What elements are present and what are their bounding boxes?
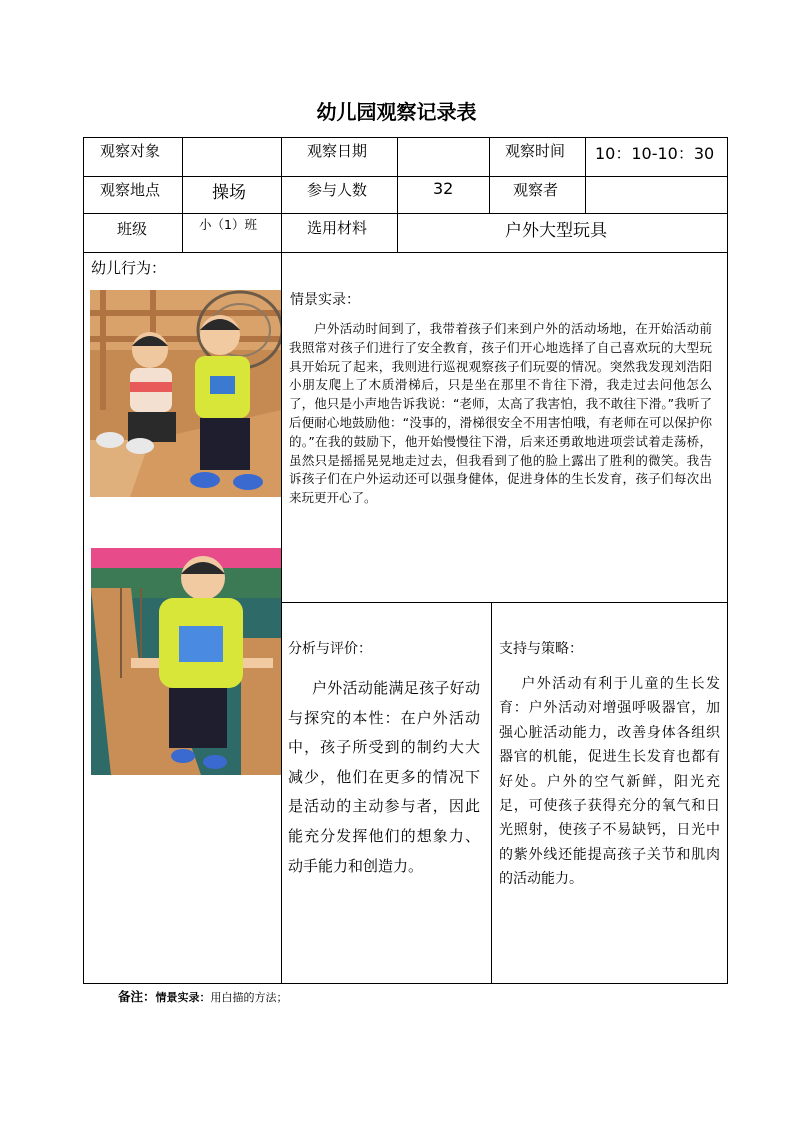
footer-label: 备注：	[118, 989, 156, 1004]
time-value: 10：10-10：30	[595, 144, 715, 163]
footer-text: 用白描的方法；	[210, 991, 288, 1004]
count-label: 参与人数	[307, 181, 368, 199]
footer-sub-label: 情景实录：	[155, 991, 211, 1004]
count-value: 32	[433, 179, 454, 198]
analysis-text: 户外活动能满足孩子好动与探究的本性：在户外活动中，孩子所受到的制约大大减少，他们在更多的情况下是活动的主动参与者，因此能充分发挥他们的想象力、动手能力和创造力。	[288, 679, 480, 875]
place-label: 观察地点	[100, 181, 161, 199]
photo-child-bridge	[91, 548, 281, 775]
class-label: 班级	[117, 220, 148, 238]
material-value: 户外大型玩具	[505, 221, 607, 241]
subject-label: 观察对象	[100, 142, 161, 160]
support-heading: 支持与策略：	[499, 641, 583, 657]
class-value: 小（1）班	[199, 217, 257, 232]
footer-note	[118, 987, 288, 1005]
scene-heading: 情景实录：	[290, 292, 360, 308]
place-value: 操场	[212, 183, 246, 203]
photo-children-slide	[90, 290, 281, 497]
page-title: 幼儿园观察记录表	[316, 100, 477, 124]
scene-text: 户外活动时间到了，我带着孩子们来到户外的活动场地，在开始活动前我照常对孩子们进行了安全教育，孩子们开心地选择了自己喜欢玩的大型玩具开始玩了起来，我则进行巡视观察孩子们玩耍的情况。突然我发现刘浩阳小朋友爬上了木质滑梯后，只是坐在那里不肯往下滑，我走过去问他怎么了，他只是小声地告诉我说：“老师，太高了我害怕，我不敢往下滑。”我听了后便耐心地鼓励他：“没事的，滑梯很安全不用害怕哦，有老师在可以保护你的。”在我的鼓励下，他开始慢慢往下滑，后来还勇敢地进项尝试着走荡桥，虽然只是摇摇晃晃地走过去，但我看到了他的脸上露出了胜利的微笑。我告诉孩子们在户外运动还可以强身健体，促进身体的生长发育，孩子们每次出来玩更开心了。	[289, 321, 712, 506]
time-label: 观察时间	[505, 142, 566, 160]
support-text: 户外活动有利于儿童的生长发育：户外活动对增强呼吸器官，加强心脏活动能力，改善身体各组织器官的机能，促进生长发育也都有好处。户外的空气新鲜，阳光充足，可使孩子获得充分的氧气和日光照射，使孩子不易缺钙，日光中的紫外线还能提高孩子关节和肌肉的活动能力。	[499, 676, 720, 888]
observer-label: 观察者	[513, 181, 559, 199]
behavior-label: 幼儿行为：	[91, 259, 167, 277]
analysis-heading: 分析与评价：	[288, 641, 372, 657]
material-label: 选用材料	[307, 219, 368, 237]
date-label: 观察日期	[307, 142, 368, 160]
